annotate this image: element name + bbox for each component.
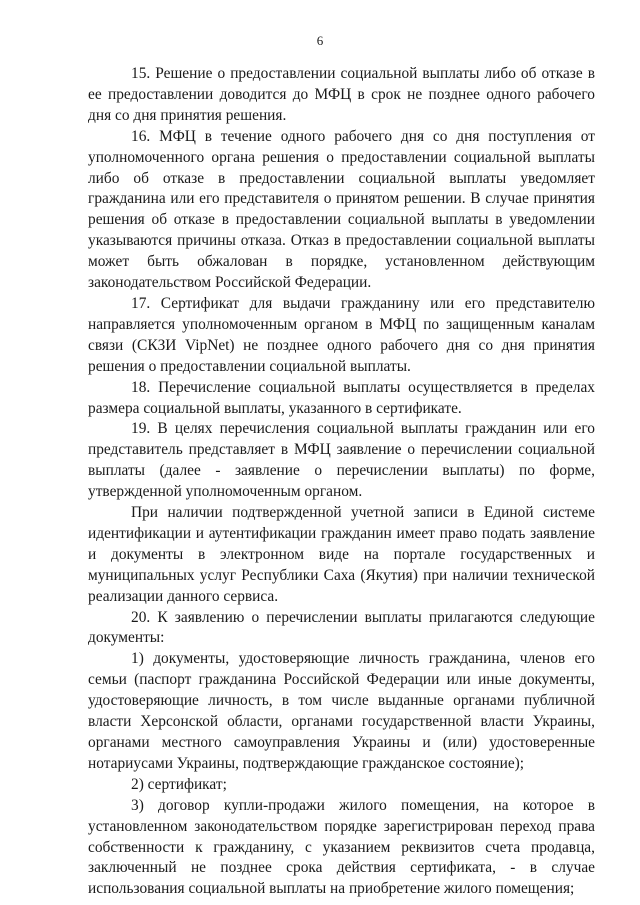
paragraph-18: 18. Перечисление социальной выплаты осуществляется в пределах размера социальной выплаты, указанного в сертификате. xyxy=(88,378,595,417)
paragraph-16: 16. МФЦ в течение одного рабочего дня со дня поступления от уполномоченного органа решения о предоставлении социальной выплаты либо об отказе в предоставлении социальной выплаты уведомляет гражданина или его представителя о принятом решении. В случае принятия решения об отказе в предоставлении социальной выплаты в уведомлении указываются причины отказа. Отказ в предоставлении социальной выплаты может быть обжалован в порядке, установленном действующим законодательством Российской Федерации. xyxy=(88,127,595,292)
paragraph-19: 19. В целях перечисления социальной выплаты гражданин или его представитель представляет в МФЦ заявление о перечислении социальной выплаты (далее - заявление о перечислении выплаты) по форме, утвержденной уполномоченным органом. xyxy=(88,420,595,501)
list-item-1: 1) документы, удостоверяющие личность гражданина, членов его семьи (паспорт гражданина Российской Федерации или иные документы, удостоверяющие личность, в том числе выданные органами публичной власти Херсонской области, органами государственной власти Украины, органами местного самоуправления Украины и (или) удостоверенные нотариусами Украины, подтверждающие гражданское состояние); xyxy=(88,650,595,772)
list-item-3: 3) договор купли-продажи жилого помещения, на которое в установленном законодательством порядке зарегистрирован переход права собственности к гражданину, с указанием реквизитов счета продавца, заключенный не позднее срока действия сертификата, - в случае использования социальной выплаты на приобретение жилого помещения; xyxy=(88,796,595,898)
document-body xyxy=(88,64,595,900)
paragraph-19-electronic: При наличии подтвержденной учетной записи в Единой системе идентификации и аутентификации гражданин имеет право подать заявление и документы в электронном виде на портале государственных и муниципальных услуг Республики Саха (Якутия) при наличии технической реализации данного сервиса. xyxy=(88,504,595,605)
paragraph-17: 17. Сертификат для выдачи гражданину или его представителю направляется уполномоченным органом в МФЦ по защищенным каналам связи (СКЗИ VipNet) не позднее одного рабочего дня со дня принятия решения о предоставлении социальной выплаты. xyxy=(88,294,595,375)
paragraph-15: 15. Решение о предоставлении социальной выплаты либо об отказе в ее предоставлении доводится до МФЦ в срок не позднее одного рабочего дня со дня принятия решения. xyxy=(88,65,595,124)
paragraph-20: 20. К заявлению о перечислении выплаты прилагаются следующие документы: xyxy=(88,608,595,647)
list-item-2: 2) сертификат; xyxy=(131,775,227,793)
page-number: 6 xyxy=(316,33,324,48)
